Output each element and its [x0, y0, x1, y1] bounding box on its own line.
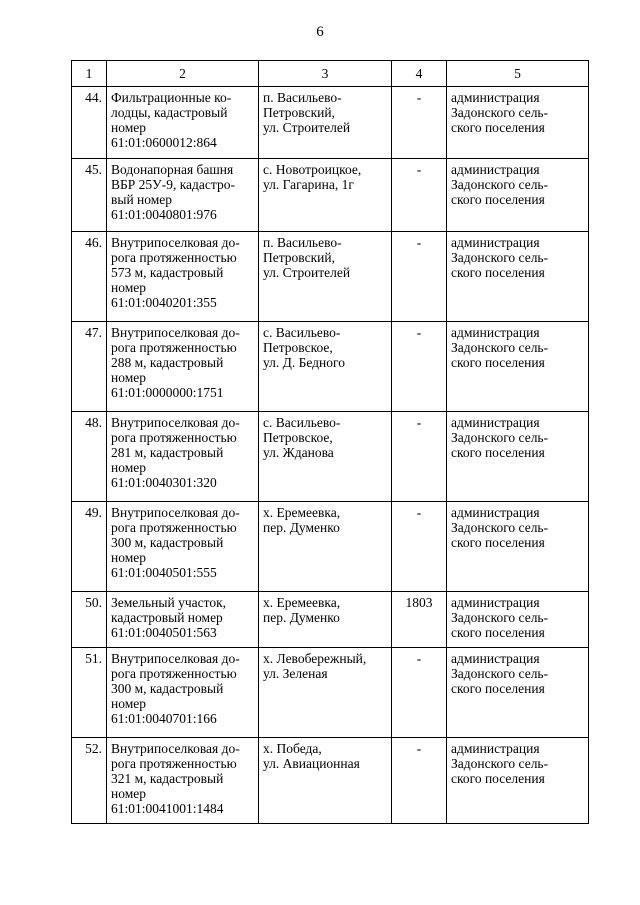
area-value-cell: -	[392, 412, 447, 502]
area-value-cell: -	[392, 322, 447, 412]
header-cell-3: 3	[259, 61, 392, 87]
property-registry-table	[71, 60, 589, 824]
address-cell: с. Васильево- Петровское, ул. Д. Бедного	[259, 322, 392, 412]
object-name-cell: Внутрипоселковая до- рога протяженностью 288 м, кадастровый номер 61:01:0000000:1751	[107, 322, 259, 412]
table-row	[72, 648, 589, 738]
area-value-cell: -	[392, 648, 447, 738]
address-cell: х. Левобережный, ул. Зеленая	[259, 648, 392, 738]
area-value-cell: -	[392, 232, 447, 322]
object-name-cell: Внутрипоселковая до- рога протяженностью 300 м, кадастровый номер 61:01:0040701:166	[107, 648, 259, 738]
area-value-cell: 1803	[392, 592, 447, 648]
owner-cell: администрация Задонского сель- ского поселения	[447, 159, 589, 232]
registry-body	[72, 61, 589, 824]
row-number-cell: 49.	[72, 502, 107, 592]
address-cell: с. Васильево- Петровское, ул. Жданова	[259, 412, 392, 502]
object-name-cell: Внутрипоселковая до- рога протяженностью 300 м, кадастровый номер 61:01:0040501:555	[107, 502, 259, 592]
object-name-cell: Земельный участок, кадастровый номер 61:01:0040501:563	[107, 592, 259, 648]
row-number-cell: 51.	[72, 648, 107, 738]
object-name-cell: Внутрипоселковая до- рога протяженностью 573 м, кадастровый номер 61:01:0040201:355	[107, 232, 259, 322]
page-number: 6	[316, 24, 324, 40]
area-value-cell: -	[392, 159, 447, 232]
address-cell: х. Победа, ул. Авиационная	[259, 738, 392, 824]
table-row	[72, 232, 589, 322]
object-name-cell: Внутрипоселковая до- рога протяженностью 281 м, кадастровый номер 61:01:0040301:320	[107, 412, 259, 502]
object-name-cell: Фильтрационные ко- лодцы, кадастровый номер 61:01:0600012:864	[107, 87, 259, 159]
address-cell: п. Васильево- Петровский, ул. Строителей	[259, 87, 392, 159]
table-row	[72, 592, 589, 648]
header-row	[72, 61, 589, 87]
row-number-cell: 52.	[72, 738, 107, 824]
header-cell-2: 2	[107, 61, 259, 87]
header-cell-1: 1	[72, 61, 107, 87]
row-number-cell: 46.	[72, 232, 107, 322]
header-cell-5: 5	[447, 61, 589, 87]
table-row	[72, 87, 589, 159]
address-cell: с. Новотроицкое, ул. Гагарина, 1г	[259, 159, 392, 232]
header-cell-4: 4	[392, 61, 447, 87]
row-number-cell: 45.	[72, 159, 107, 232]
table-row	[72, 738, 589, 824]
table-row	[72, 159, 589, 232]
area-value-cell: -	[392, 738, 447, 824]
object-name-cell: Внутрипоселковая до- рога протяженностью 321 м, кадастровый номер 61:01:0041001:1484	[107, 738, 259, 824]
owner-cell: администрация Задонского сель- ского поселения	[447, 592, 589, 648]
owner-cell: администрация Задонского сель- ского поселения	[447, 648, 589, 738]
address-cell: п. Васильево- Петровский, ул. Строителей	[259, 232, 392, 322]
row-number-cell: 50.	[72, 592, 107, 648]
owner-cell: администрация Задонского сель- ского поселения	[447, 87, 589, 159]
address-cell: х. Еремеевка, пер. Думенко	[259, 502, 392, 592]
owner-cell: администрация Задонского сель- ского поселения	[447, 738, 589, 824]
owner-cell: администрация Задонского сель- ского поселения	[447, 502, 589, 592]
row-number-cell: 44.	[72, 87, 107, 159]
row-number-cell: 48.	[72, 412, 107, 502]
table-row	[72, 502, 589, 592]
table-row	[72, 412, 589, 502]
area-value-cell: -	[392, 502, 447, 592]
owner-cell: администрация Задонского сель- ского поселения	[447, 322, 589, 412]
owner-cell: администрация Задонского сель- ского поселения	[447, 232, 589, 322]
object-name-cell: Водонапорная башня ВБР 25У-9, кадастро- вый номер 61:01:0040801:976	[107, 159, 259, 232]
address-cell: х. Еремеевка, пер. Думенко	[259, 592, 392, 648]
owner-cell: администрация Задонского сель- ского поселения	[447, 412, 589, 502]
table-row	[72, 322, 589, 412]
row-number-cell: 47.	[72, 322, 107, 412]
area-value-cell: -	[392, 87, 447, 159]
